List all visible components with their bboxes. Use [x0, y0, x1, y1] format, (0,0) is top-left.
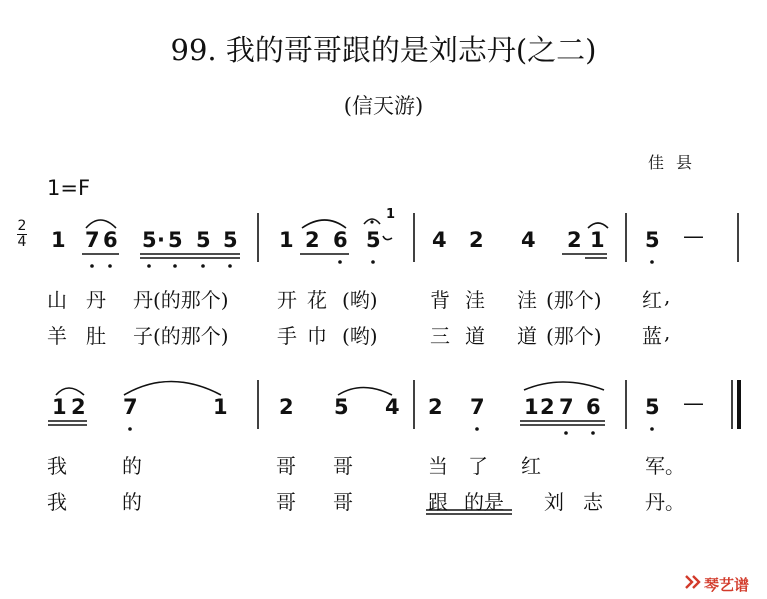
note: 5	[366, 228, 381, 252]
song-subtitle: (信天游)	[343, 94, 424, 118]
note: 6	[333, 228, 348, 252]
note: 2	[279, 395, 294, 419]
lyric: 跟	[428, 490, 448, 514]
note: 2	[305, 228, 320, 252]
note: 1	[213, 395, 228, 419]
lyric: 羊	[47, 324, 67, 348]
lyric: 刘	[544, 490, 564, 514]
lyric: 道	[465, 324, 485, 348]
lyric: 洼	[465, 288, 485, 312]
note: 2	[567, 228, 582, 252]
note: 7	[559, 395, 574, 419]
lyric: 道	[517, 324, 537, 348]
lyric: 了	[468, 454, 488, 478]
note: 5	[645, 395, 660, 419]
lyric: 丹。	[645, 490, 685, 514]
note: 1	[51, 228, 66, 252]
lyric: (那个)	[546, 324, 602, 348]
lyric: 丹	[86, 288, 106, 312]
note: 1	[52, 395, 67, 419]
sustain-dash: —	[683, 224, 704, 248]
lyric: 的	[122, 490, 142, 514]
note: 4	[521, 228, 536, 252]
song-title: 99. 我的哥哥跟的是刘志丹(之二)	[170, 33, 597, 67]
note: 6	[586, 395, 601, 419]
lyric: 开	[277, 288, 297, 312]
lyric: 巾	[307, 324, 327, 348]
lyric: 当	[428, 454, 448, 478]
note: 5	[334, 395, 349, 419]
lyric: 我	[47, 454, 67, 478]
lyric: 志	[583, 490, 603, 514]
lyric: 洼	[517, 288, 537, 312]
lyric: 背	[430, 288, 450, 312]
note: 6	[103, 228, 118, 252]
lyric: ,	[664, 320, 671, 344]
note: 4	[385, 395, 400, 419]
lyric: (哟)	[342, 288, 378, 312]
note: 7	[123, 395, 138, 419]
note: 7	[470, 395, 485, 419]
time-signature-bottom: 4	[17, 234, 27, 250]
lyric: 哥	[333, 490, 353, 514]
region-label: 佳县	[648, 153, 705, 172]
augmentation-dot: ·	[157, 228, 165, 252]
note: 5	[142, 228, 157, 252]
note: 1	[590, 228, 605, 252]
lyric: 蓝	[642, 324, 662, 348]
lyric: 哥	[333, 454, 353, 478]
note: 5	[645, 228, 660, 252]
sustain-dash: —	[683, 391, 704, 415]
note: 7	[85, 228, 100, 252]
lyric: 丹(的那个)	[133, 288, 229, 312]
lyric: 红	[642, 288, 662, 312]
lyric: 我	[47, 490, 67, 514]
lyric: (哟)	[342, 324, 378, 348]
key-signature: 1=F	[47, 176, 91, 200]
time-signature-top: 2	[17, 218, 27, 234]
note: 2	[428, 395, 443, 419]
note: 5	[223, 228, 238, 252]
grace-note: 1	[386, 207, 396, 222]
lyric: 肚	[86, 324, 106, 348]
note: 4	[432, 228, 447, 252]
lyric: 山	[47, 288, 67, 312]
note: 5	[196, 228, 211, 252]
lyric: 的	[122, 454, 142, 478]
note: 5	[168, 228, 183, 252]
note: 2	[540, 395, 555, 419]
lyric: (那个)	[546, 288, 602, 312]
lyric: 哥	[276, 490, 296, 514]
watermark-logo-icon	[684, 574, 702, 590]
note: 2	[71, 395, 86, 419]
note: 1	[279, 228, 294, 252]
watermark-text: 琴艺谱	[704, 576, 750, 594]
lyric: 三	[430, 324, 450, 348]
note: 1	[524, 395, 539, 419]
lyric: 手	[277, 324, 297, 348]
lyric: 子(的那个)	[133, 324, 229, 348]
lyric: ,	[664, 284, 671, 308]
lyric: 花	[307, 288, 327, 312]
lyric: 哥	[276, 454, 296, 478]
lyric: 的是	[464, 490, 504, 514]
note: 2	[469, 228, 484, 252]
lyric: 军。	[645, 454, 685, 478]
lyric: 红	[521, 454, 541, 478]
